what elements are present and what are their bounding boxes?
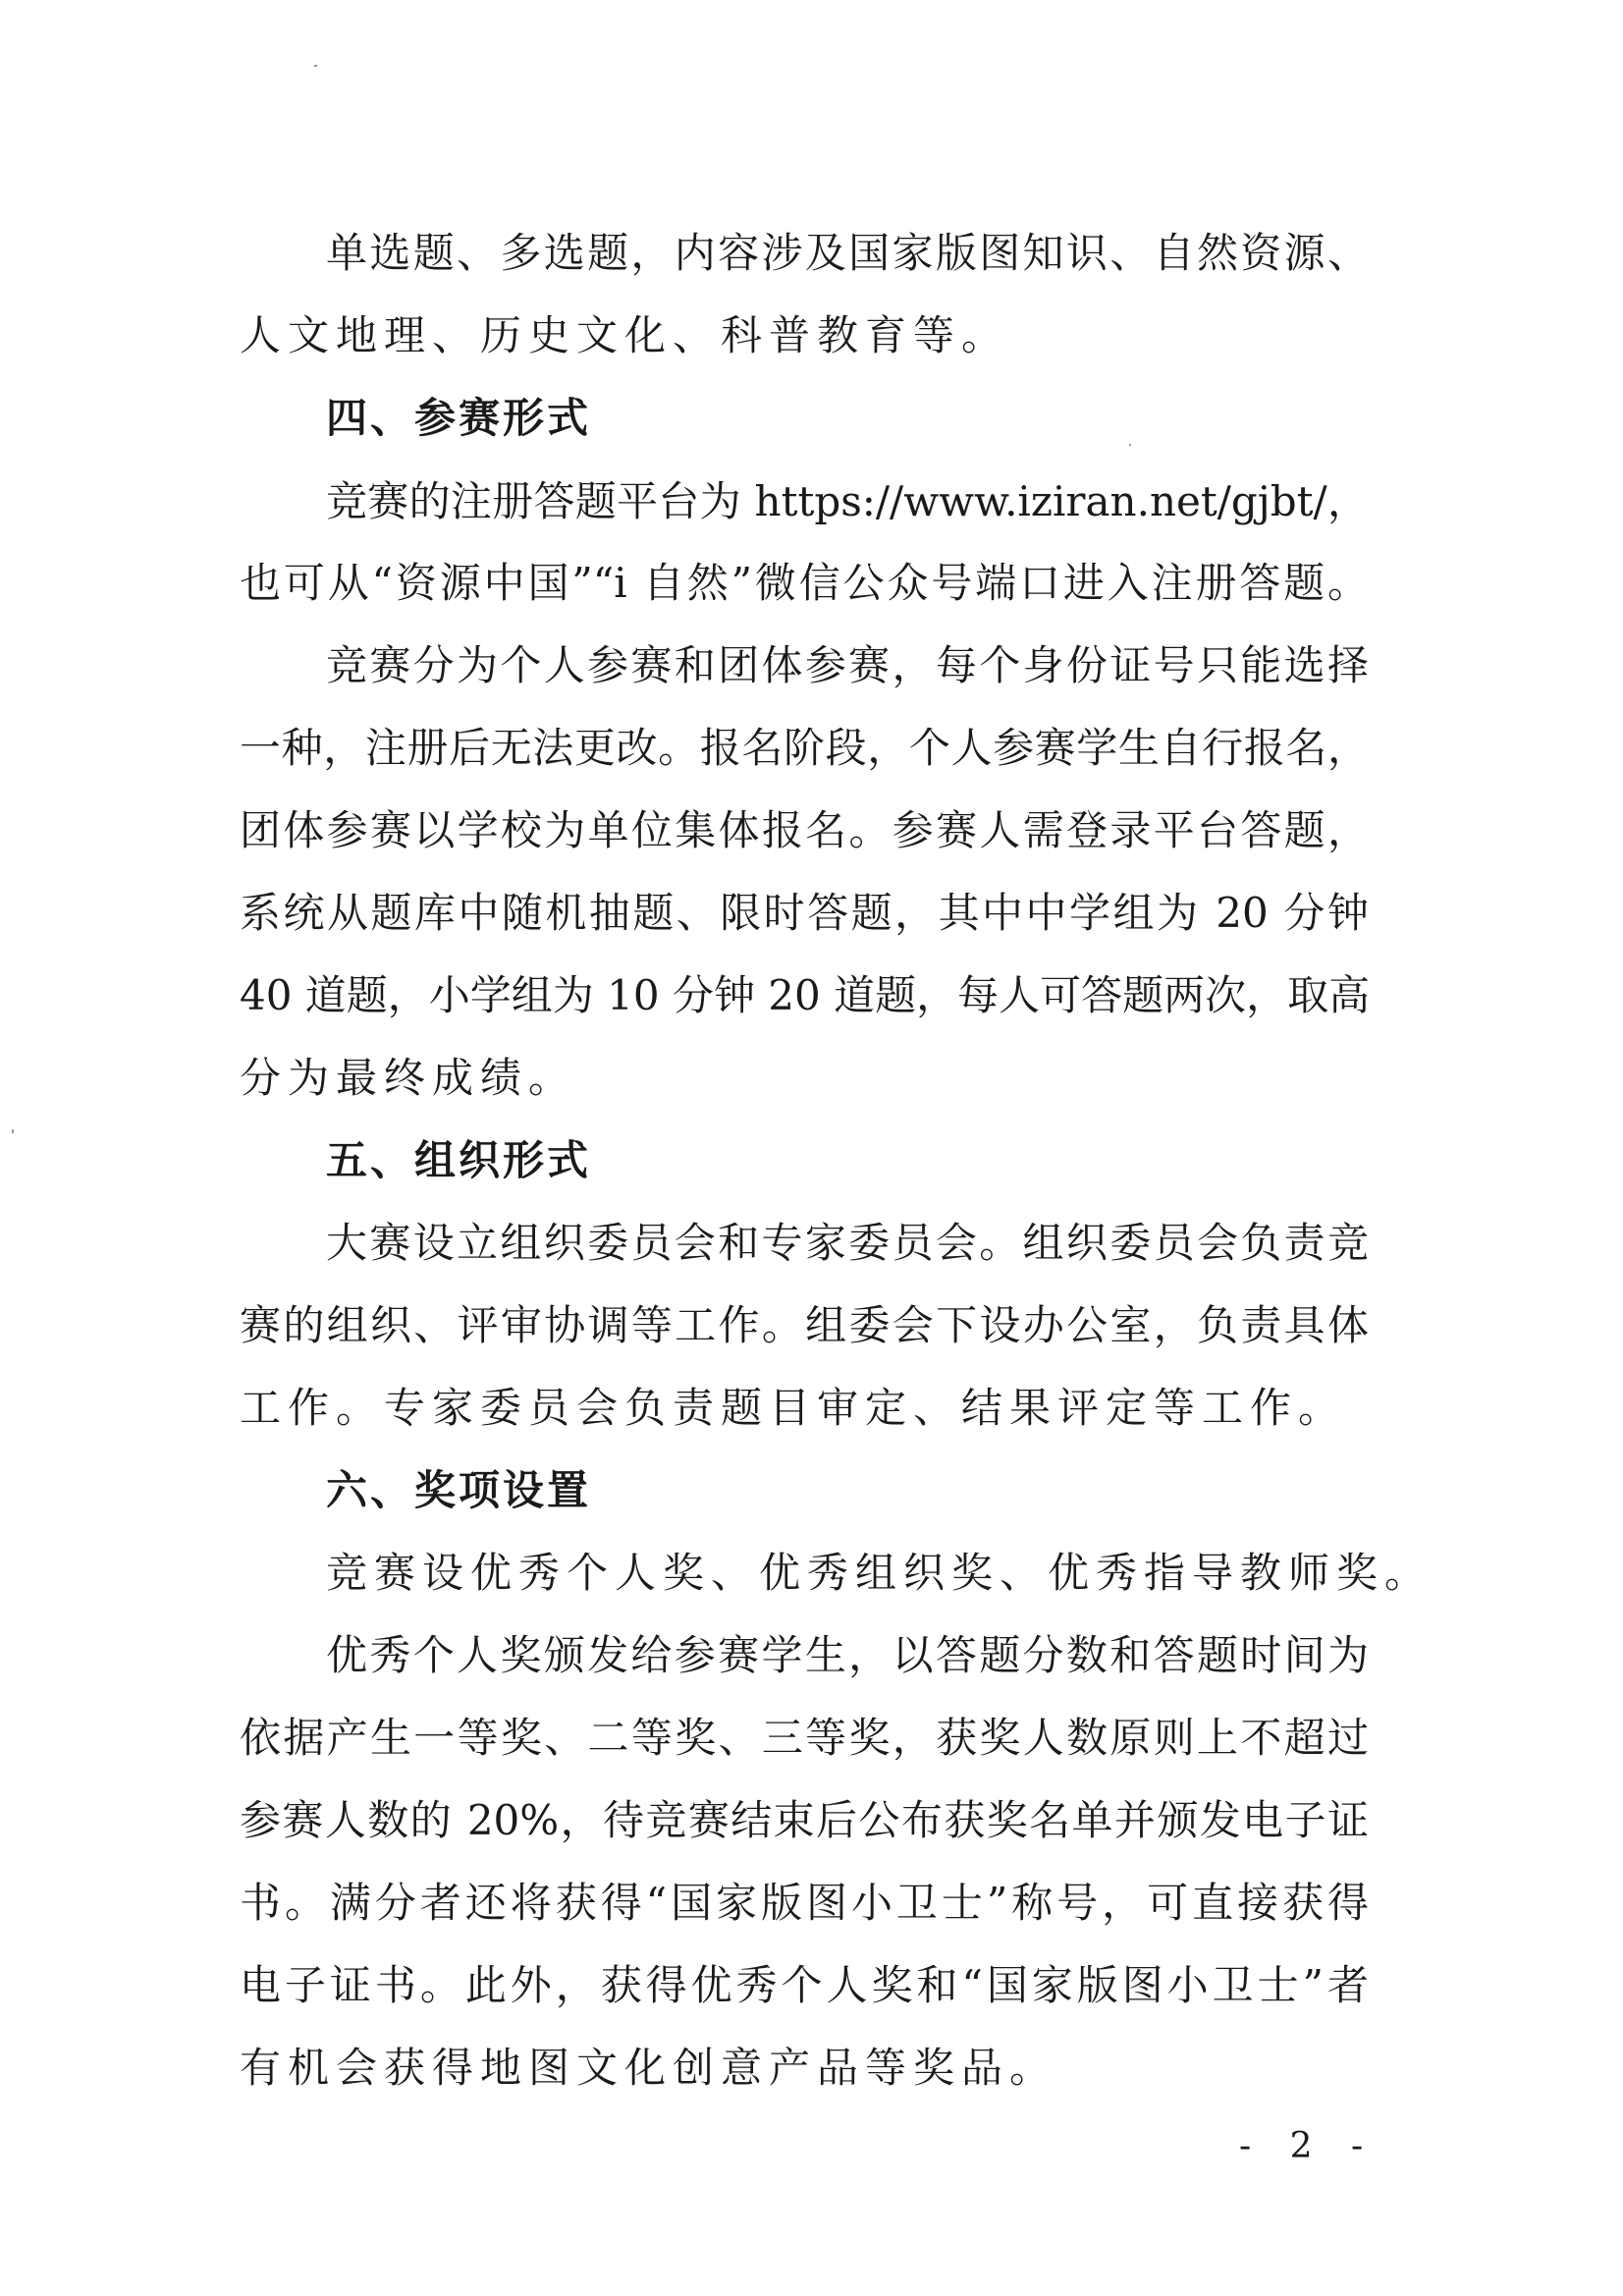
section-heading: 六、奖项设置 <box>326 1466 592 1514</box>
paragraph-line: 竞赛设优秀个人奖、优秀组织奖、优秀指导教师奖。 <box>326 1549 1434 1597</box>
scan-speck <box>314 65 317 67</box>
paragraph-line: 40 道题，小学组为 10 分钟 20 道题，每人可答题两次，取高 <box>240 971 1371 1019</box>
paragraph-line: 一种，注册后无法更改。报名阶段，个人参赛学生自行报名， <box>240 724 1369 772</box>
page-number: - 2 - <box>1239 2126 1378 2166</box>
paragraph-line: 书。满分者还将获得“国家版图小卫士”称号，可直接获得 <box>240 1879 1369 1927</box>
paragraph-line: 赛的组织、评审协调等工作。组委会下设办公室，负责具体 <box>240 1301 1369 1349</box>
paragraph-line: 单选题、多选题，内容涉及国家版图知识、自然资源、 <box>326 229 1369 277</box>
paragraph-line: 优秀个人奖颁发给参赛学生，以答题分数和答题时间为 <box>326 1631 1369 1679</box>
paragraph-line: 参赛人数的 20%，待竞赛结束后公布获奖名单并颁发电子证 <box>240 1796 1369 1844</box>
paragraph-line: 系统从题库中随机抽题、限时答题，其中中学组为 20 分钟 <box>240 889 1369 937</box>
paragraph-line: 竞赛的注册答题平台为 https://www.iziran.net/gjbt/， <box>326 477 1369 525</box>
paragraph-line: 工作。专家委员会负责题目审定、结果评定等工作。 <box>240 1384 1347 1432</box>
paragraph-line: 电子证书。此外，获得优秀个人奖和“国家版图小卫士”者 <box>240 1961 1369 2009</box>
paragraph-line: 依据产生一等奖、二等奖、三等奖，获奖人数原则上不超过 <box>240 1714 1369 1762</box>
section-heading: 五、组织形式 <box>326 1136 592 1184</box>
paragraph-line: 分为最终成绩。 <box>240 1054 577 1102</box>
paragraph-line: 有机会获得地图文化创意产品等奖品。 <box>240 2044 1058 2092</box>
section-heading: 四、参赛形式 <box>326 394 592 442</box>
paragraph-line: 大赛设立组织委员会和专家委员会。组织委员会负责竞 <box>326 1219 1369 1267</box>
paragraph-line: 也可从“资源中国”“i 自然”微信公众号端口进入注册答题。 <box>240 559 1369 607</box>
paragraph-line: 人文地理、历史文化、科普教育等。 <box>240 311 1010 359</box>
scan-speck <box>12 1129 14 1133</box>
scan-speck <box>1129 444 1131 446</box>
paragraph-line: 团体参赛以学校为单位集体报名。参赛人需登录平台答题， <box>240 806 1369 854</box>
paragraph-line: 竞赛分为个人参赛和团体参赛，每个身份证号只能选择 <box>326 641 1369 689</box>
